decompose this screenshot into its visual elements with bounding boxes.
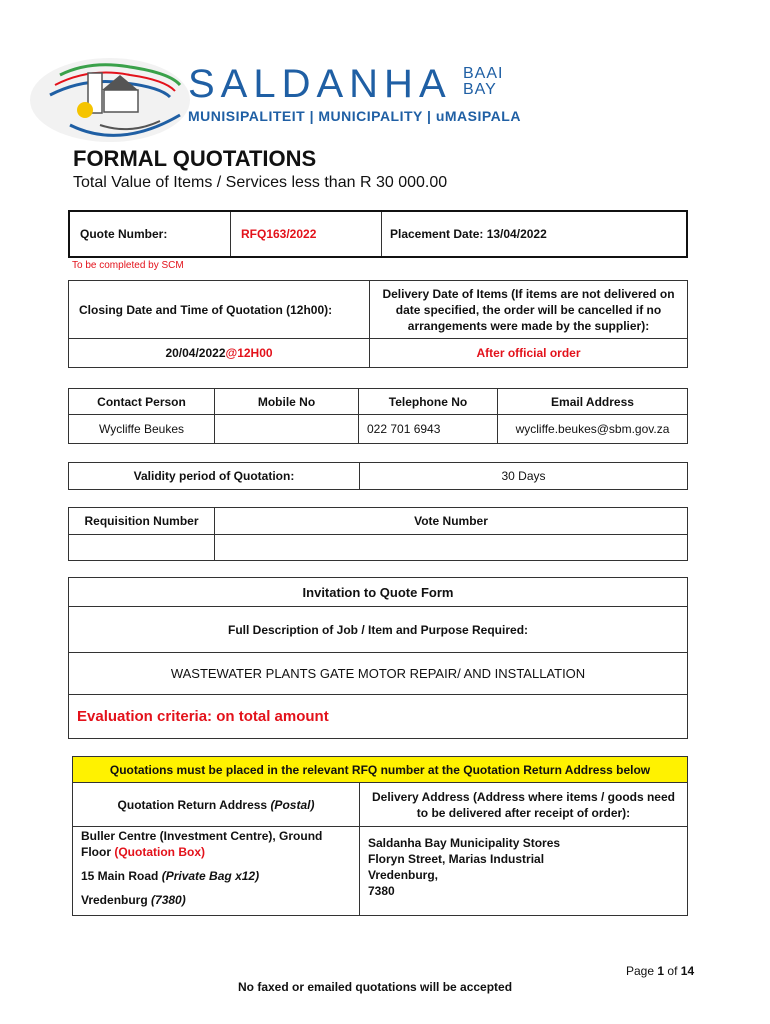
closing-table [68, 280, 688, 368]
description-label: Full Description of Job / Item and Purpose Required: [69, 607, 688, 653]
logo-baai: BAAI [463, 65, 504, 82]
logo-bay: BAY [463, 81, 497, 98]
postal-line1: Buller Centre (Investment Centre), Ground Floor (Quotation Box) [81, 829, 323, 859]
postal-suffix: (Postal) [270, 797, 315, 812]
telephone-header: Telephone No [359, 389, 498, 415]
vote-value [215, 535, 688, 561]
page-subtitle: Total Value of Items / Services less than R 30 000.00 [73, 174, 448, 191]
invitation-title: Invitation to Quote Form [69, 578, 688, 607]
scm-note: To be completed by SCM [72, 260, 184, 271]
requisition-label: Requisition Number [69, 508, 215, 535]
placement-date: Placement Date: 13/04/2022 [382, 211, 688, 257]
job-description: WASTEWATER PLANTS GATE MOTOR REPAIR/ AND INSTALLATION [69, 653, 688, 695]
contact-person-value: Wycliffe Beukes [69, 415, 215, 444]
invitation-table [68, 577, 688, 739]
postal-address-value [73, 827, 360, 916]
vote-label: Vote Number [215, 508, 688, 535]
return-address-table [72, 756, 688, 916]
telephone-value: 022 701 6943 [359, 415, 498, 444]
validity-label: Validity period of Quotation: [69, 463, 360, 490]
return-banner: Quotations must be placed in the relevant RFQ number at the Quotation Return Address below [73, 757, 688, 783]
postal-line2: 15 Main Road (Private Bag x12) [81, 869, 260, 883]
closing-date: 20/04/2022 [165, 346, 226, 360]
delivery-date-value: After official order [370, 339, 688, 368]
email-value: wycliffe.beukes@sbm.gov.za [498, 415, 688, 444]
mobile-header: Mobile No [215, 389, 359, 415]
quote-number-table [68, 210, 688, 258]
delivery-address-label: Delivery Address (Address where items / goods need to be delivered after receipt of order): [360, 783, 688, 827]
closing-datetime [69, 339, 370, 368]
postal-address-label [73, 783, 360, 827]
delivery-date-label: Delivery Date of Items (If items are not delivered on date specified, the order will be cancelled if no arrangements were made by the supplier): [370, 281, 688, 339]
quote-number-label: Quote Number: [69, 211, 231, 257]
contact-person-header: Contact Person [69, 389, 215, 415]
closing-label: Closing Date and Time of Quotation (12h00): [69, 281, 370, 339]
page-number: Page 1 of 14 [626, 964, 695, 978]
footer-note: No faxed or emailed quotations will be accepted [238, 980, 513, 994]
delivery-line: Vredenburg, [368, 868, 439, 882]
requisition-value [69, 535, 215, 561]
closing-time: @12H00 [225, 346, 273, 360]
email-header: Email Address [498, 389, 688, 415]
postal-label: Quotation Return Address [117, 797, 268, 812]
evaluation-criteria: Evaluation criteria: on total amount [69, 695, 688, 739]
validity-value: 30 Days [360, 463, 688, 490]
contact-table [68, 388, 688, 444]
mobile-value [215, 415, 359, 444]
page-title: FORMAL QUOTATIONS [73, 146, 317, 171]
validity-table [68, 462, 688, 490]
logo-subtitle: MUNISIPALITEIT | MUNICIPALITY | uMASIPALA [188, 108, 521, 124]
delivery-address-value [360, 827, 688, 916]
logo-baai-bay [463, 66, 503, 98]
requisition-table [68, 507, 688, 561]
quote-number-value: RFQ163/2022 [231, 211, 382, 257]
postal-line3: Vredenburg (7380) [81, 893, 186, 907]
logo-emblem-icon [30, 55, 190, 145]
delivery-line: Floryn Street, Marias Industrial [368, 852, 545, 866]
logo-name: SALDANHA [188, 62, 452, 106]
delivery-line: 7380 [368, 884, 395, 898]
delivery-line: Saldanha Bay Municipality Stores [368, 836, 561, 850]
